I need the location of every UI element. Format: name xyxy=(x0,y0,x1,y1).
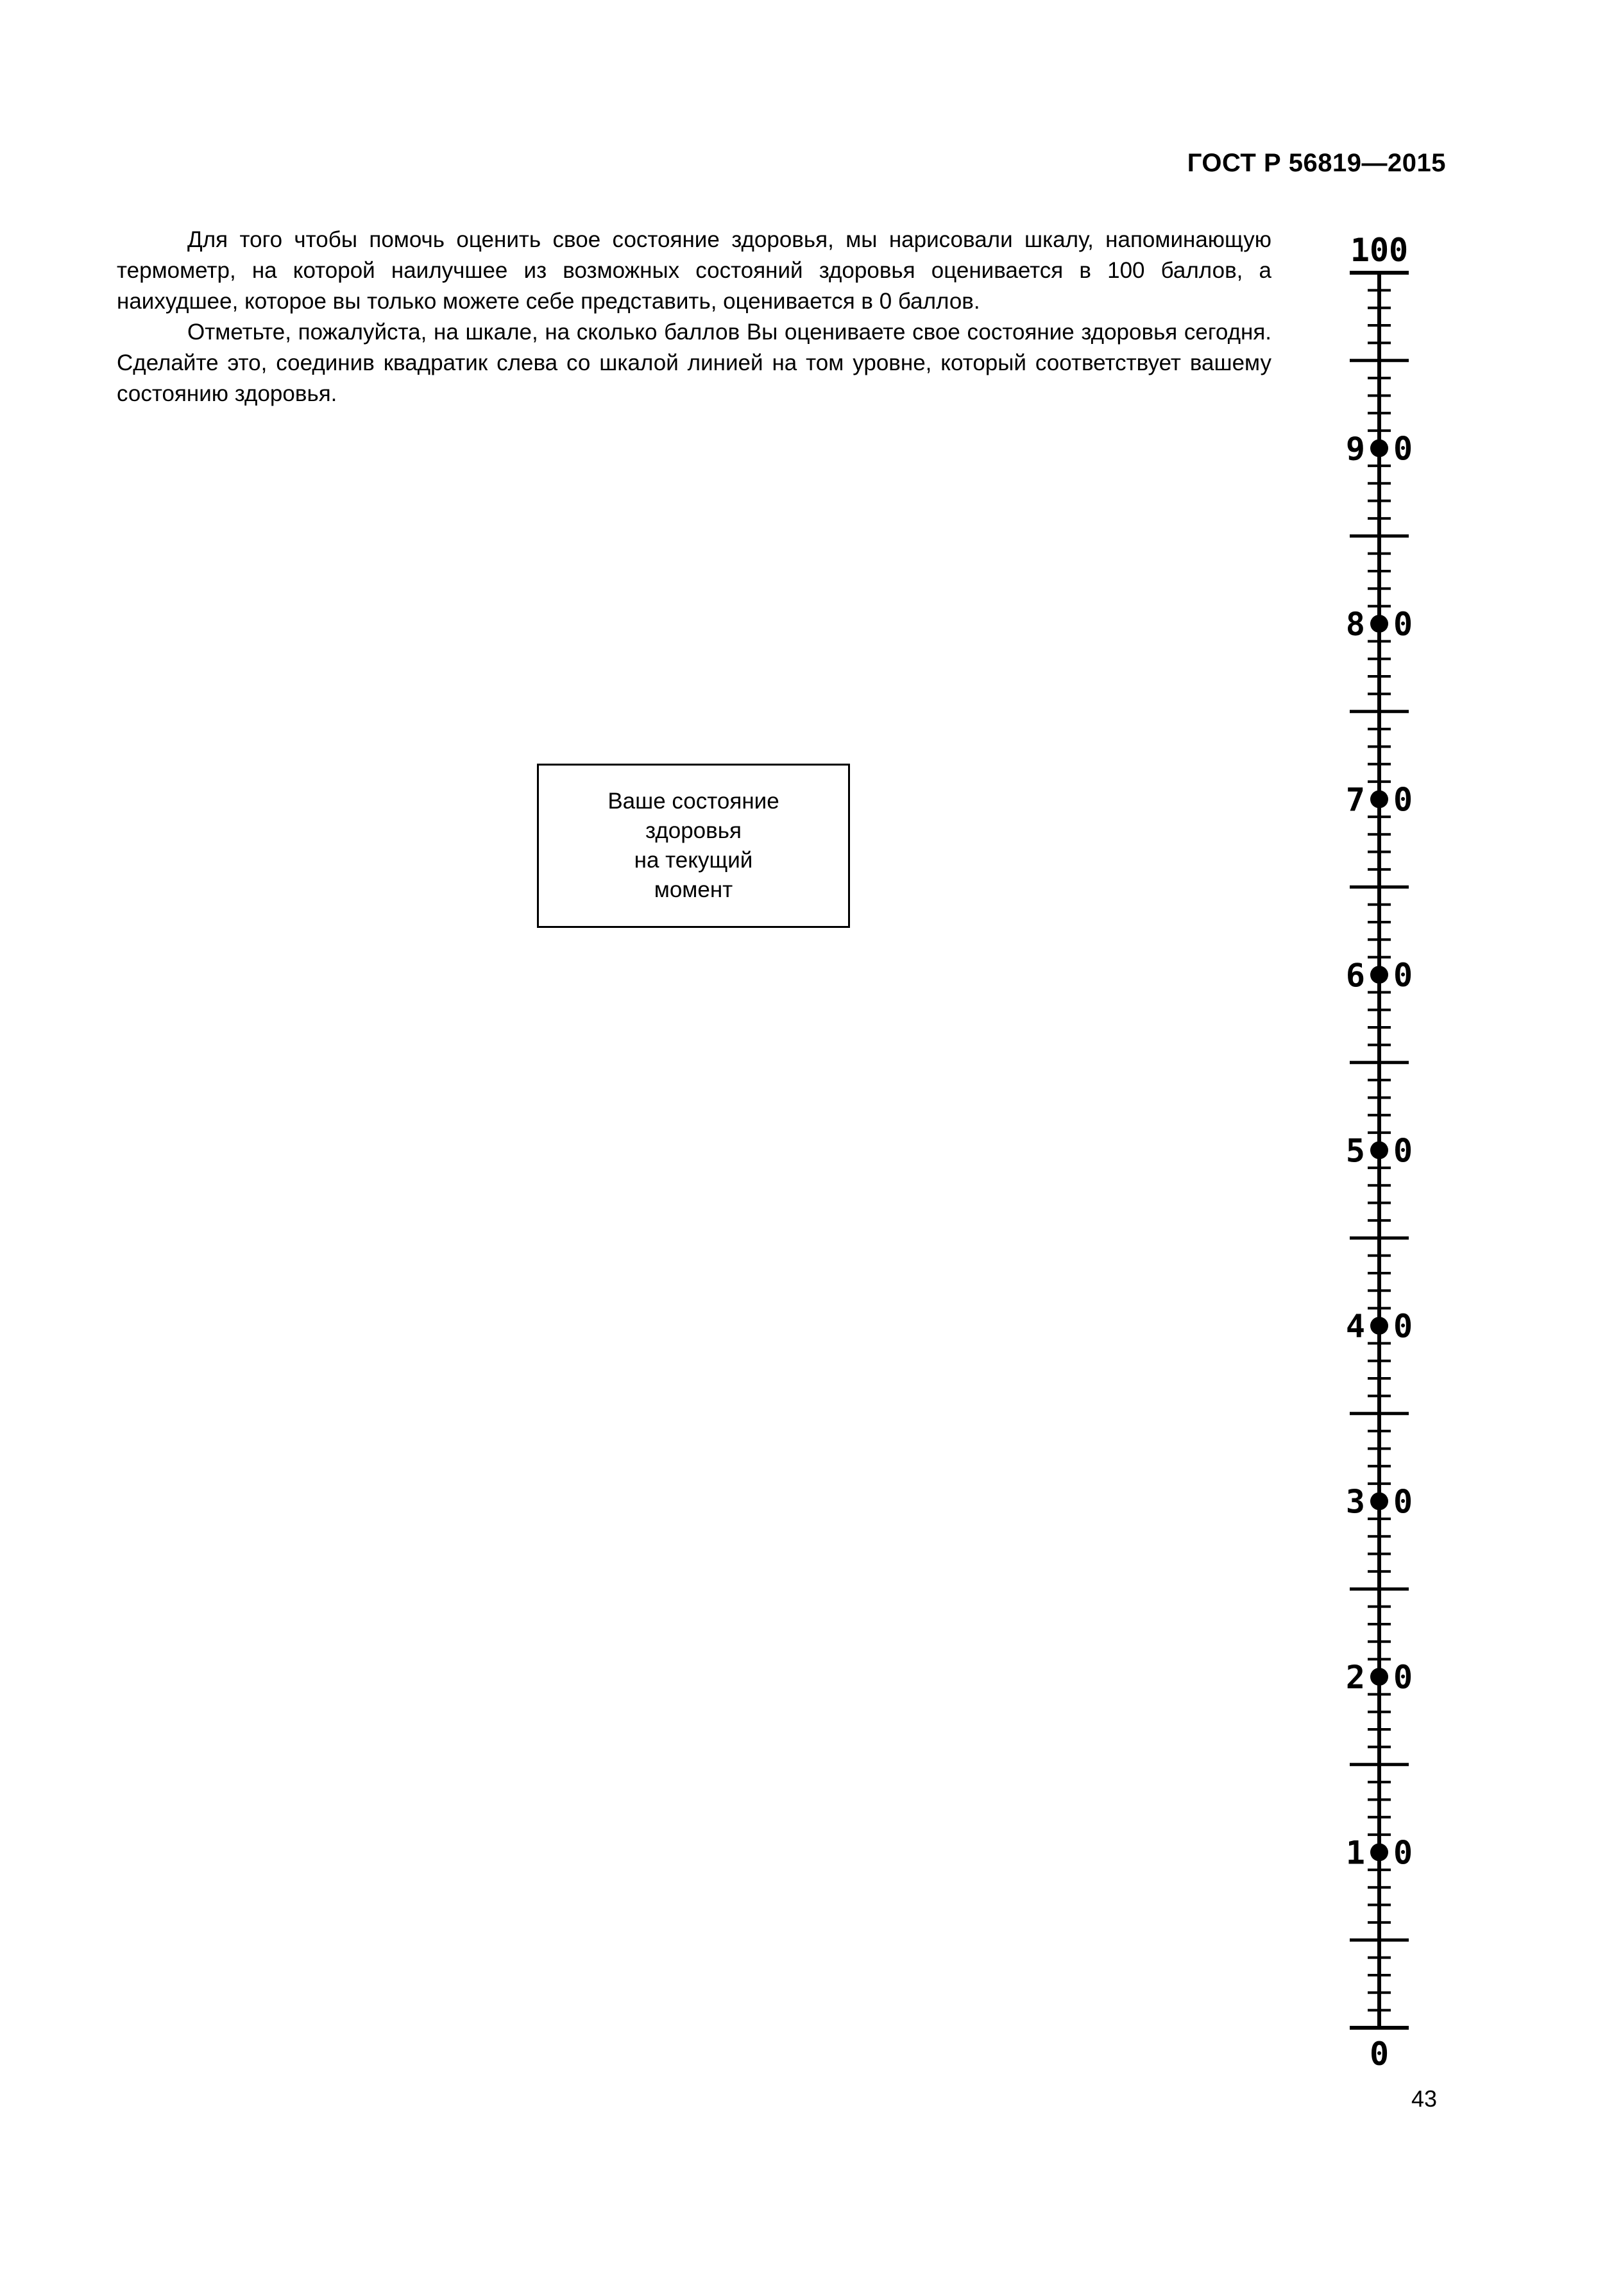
current-health-state-box[interactable] xyxy=(537,764,850,928)
scale-major-label-right: 0 xyxy=(1393,1834,1413,1872)
instructions-paragraph-1: Для того чтобы помочь оценить свое состояние здоровья, мы нарисовали шкалу, напоминающую термометр, на которой наилучшее из возможных состояний здоровья оценивается в 100 баллов, а наихудшее, которое вы только можете себе представить, оценивается в 0 баллов. xyxy=(117,227,1271,314)
page-number: 43 xyxy=(1411,2086,1437,2112)
health-thermometer-scale[interactable] xyxy=(1309,218,1463,2086)
scale-major-label-left: 4 xyxy=(1345,1308,1365,1345)
instructions-text xyxy=(117,225,1271,409)
scale-major-label-right: 0 xyxy=(1393,1483,1413,1521)
scale-major-label-left: 7 xyxy=(1345,781,1365,819)
scale-major-label-right: 0 xyxy=(1393,1659,1413,1696)
state-box-line-1: Ваше состояние xyxy=(608,789,779,814)
scale-major-label-right: 0 xyxy=(1393,1308,1413,1345)
scale-major-dot xyxy=(1370,1493,1388,1511)
scale-top-label: 100 xyxy=(1350,232,1409,269)
scale-major-label-right: 0 xyxy=(1393,957,1413,994)
scale-major-label-left: 5 xyxy=(1345,1132,1365,1170)
scale-major-label-right: 0 xyxy=(1393,606,1413,643)
scale-major-label-left: 3 xyxy=(1345,1483,1365,1521)
current-health-state-label xyxy=(608,787,779,905)
scale-major-label-left: 6 xyxy=(1345,957,1365,994)
scale-major-dot xyxy=(1370,1142,1388,1160)
scale-major-label-left: 1 xyxy=(1345,1834,1365,1872)
scale-major-dot xyxy=(1370,440,1388,458)
state-box-line-3: на текущий xyxy=(634,848,753,873)
health-scale-svg[interactable] xyxy=(1309,218,1463,2086)
standard-code: ГОСТ Р 56819—2015 xyxy=(1187,149,1446,177)
scale-major-dot xyxy=(1370,791,1388,809)
scale-major-label-left: 2 xyxy=(1345,1659,1365,1696)
scale-major-label-right: 0 xyxy=(1393,1132,1413,1170)
scale-major-label-left: 8 xyxy=(1345,606,1365,643)
scale-major-label-right: 0 xyxy=(1393,781,1413,819)
scale-major-label-left: 9 xyxy=(1345,430,1365,468)
scale-major-dot xyxy=(1370,1317,1388,1335)
scale-major-label-right: 0 xyxy=(1393,430,1413,468)
instructions-paragraph-2: Отметьте, пожалуйста, на шкале, на сколько баллов Вы оцениваете свое состояние здоровья сегодня. Сделайте это, соединив квадратик слева со шкалой линией на том уровне, который соответствует вашему состоянию здоровья. xyxy=(117,320,1271,406)
scale-major-dot xyxy=(1370,615,1388,633)
scale-major-dot xyxy=(1370,1844,1388,1862)
state-box-line-2: здоровья xyxy=(645,818,742,843)
state-box-line-4: момент xyxy=(654,877,733,902)
scale-major-dot xyxy=(1370,966,1388,984)
scale-major-dot xyxy=(1370,1668,1388,1686)
scale-bottom-label: 0 xyxy=(1369,2035,1389,2073)
